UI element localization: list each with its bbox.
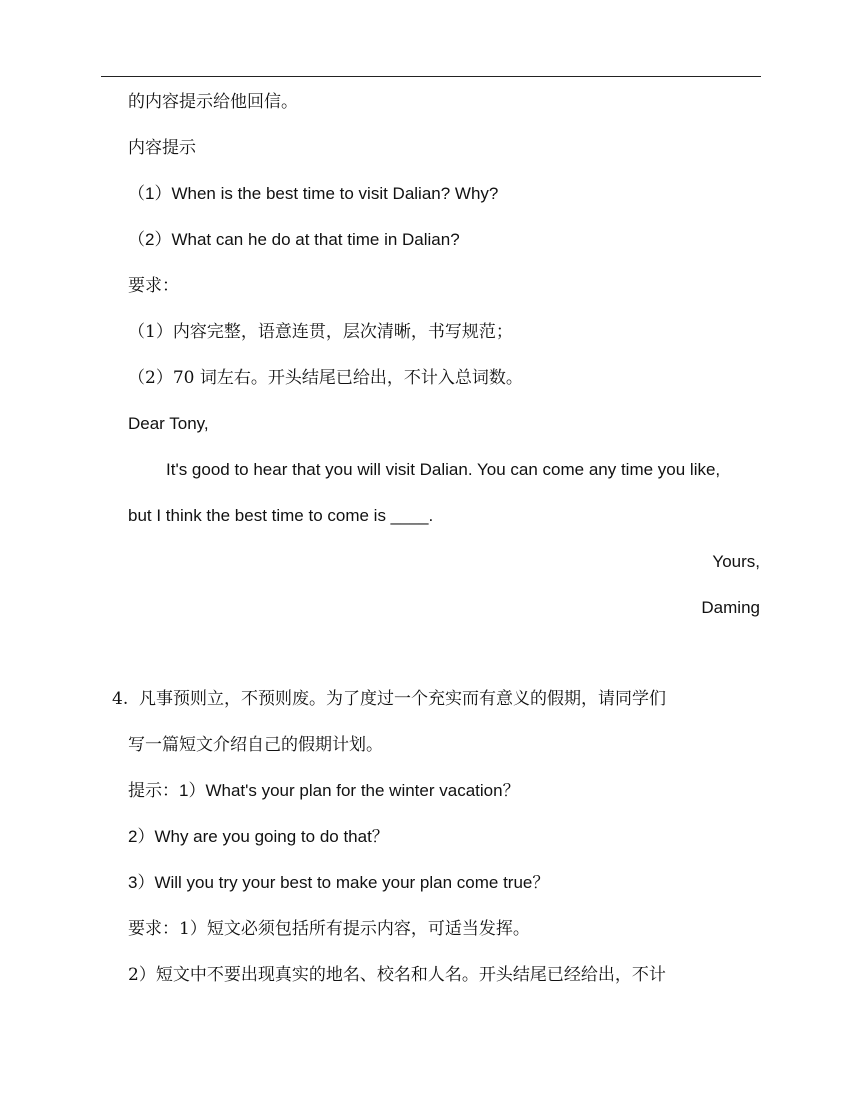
question-number: 4.: [112, 689, 129, 709]
question-hint-1: 提示：1）What's your plan for the winter vacation？: [128, 781, 520, 800]
question-stem-line-1: 凡事预则立，不预则废。为了度过一个充实而有意义的假期，请同学们: [139, 689, 666, 709]
requirements-label: 要求：: [128, 276, 179, 296]
question-stem-line-2: 写一篇短文介绍自己的假期计划。: [128, 735, 383, 755]
letter-salutation: Dear Tony,: [128, 414, 209, 433]
question-hint-2: 2）Why are you going to do that？: [128, 827, 389, 846]
question-hint-3: 3）Will you try your best to make your plan come true？: [128, 873, 550, 892]
question-requirement-2: 2）短文中不要出现真实的地名、校名和人名。开头结尾已经给出，不计: [128, 965, 666, 985]
content-hint-2: （2）What can he do at that time in Dalian?: [128, 230, 460, 249]
content-hint-1: （1）When is the best time to visit Dalian? Why?: [128, 184, 499, 203]
question-requirement-1: 要求：1）短文必须包括所有提示内容，可适当发挥。: [128, 919, 530, 939]
requirement-1: （1）内容完整，语意连贯，层次清晰，书写规范；: [128, 322, 513, 342]
content-hint-label: 内容提示: [128, 138, 196, 158]
letter-closing: Yours,: [712, 552, 760, 571]
requirement-2: （2）70 词左右。开头结尾已给出，不计入总词数。: [128, 368, 523, 388]
letter-body-line-2: but I think the best time to come is ____.: [128, 506, 434, 525]
header-rule: [101, 76, 761, 77]
letter-body-line-1: It's good to hear that you will visit Dalian. You can come any time you like,: [166, 460, 721, 479]
letter-signature: Daming: [701, 598, 760, 617]
intro-tail-text: 的内容提示给他回信。: [128, 92, 298, 112]
